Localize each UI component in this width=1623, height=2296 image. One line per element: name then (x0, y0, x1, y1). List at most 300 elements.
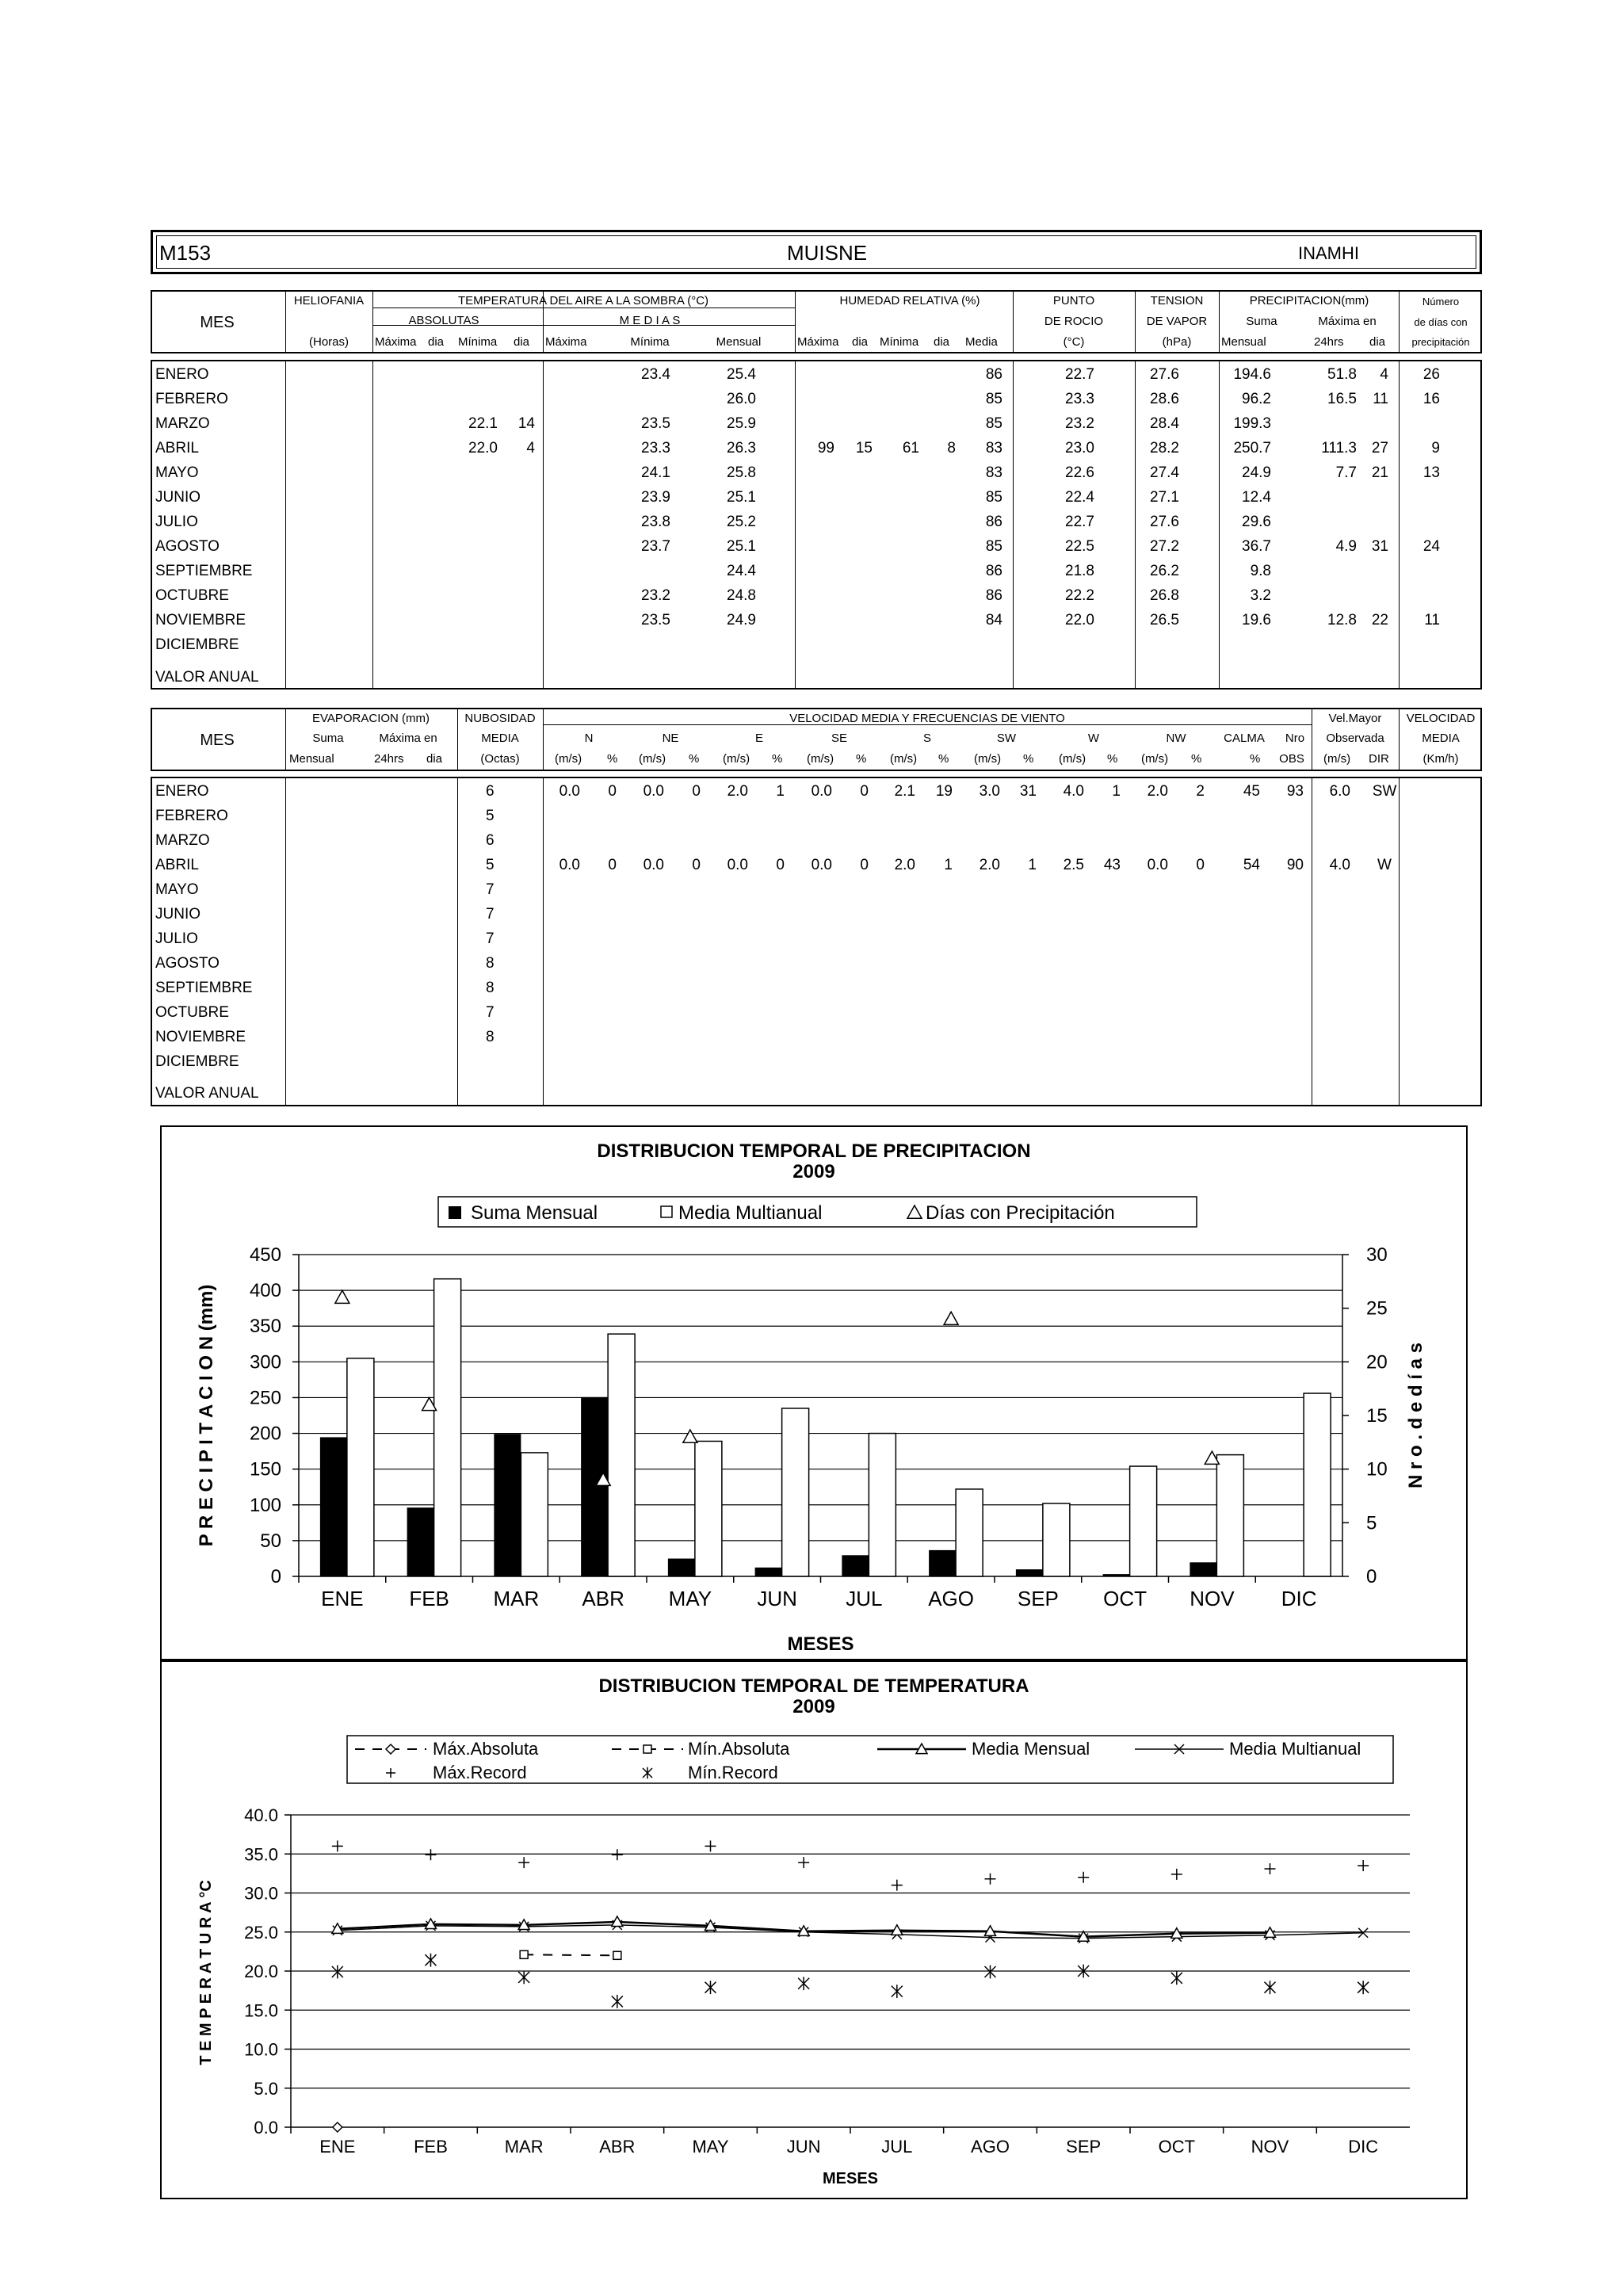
dir-header: E (754, 732, 764, 745)
x-axis-label: MESES (822, 2170, 879, 2187)
x-tick-label: ABR (599, 2137, 636, 2157)
heliofania-unit: (Horas) (308, 335, 349, 349)
month-label: NOVIEMBRE (155, 1029, 246, 1045)
bar-media-multianual (347, 1358, 374, 1576)
evap-dia-header: dia (426, 752, 443, 766)
media-min-cell: 23.7 (641, 538, 670, 555)
marker-min-record (612, 1995, 623, 2008)
wind-cell: 0.0 (643, 857, 664, 873)
y-tick-label: 5.0 (254, 2078, 278, 2099)
x-tick-label: ENE (321, 1587, 364, 1610)
marker-min-record (1358, 1981, 1369, 1994)
min-abs-header: Mínima (458, 335, 498, 349)
chart-title: DISTRIBUCION TEMPORAL DE TEMPERATURA (598, 1675, 1029, 1697)
column-divider (1135, 290, 1136, 353)
hmedia-header: Media (965, 335, 998, 349)
x-tick-label: MAY (692, 2137, 729, 2157)
medias-header: M E D I A S (619, 314, 681, 327)
wind-cell: 1 (776, 783, 785, 800)
x-tick-label: FEB (409, 1587, 449, 1610)
ndias-cell: 13 (1423, 464, 1440, 481)
ms-header: (m/s) (974, 752, 1002, 766)
legend-label-minabs: Mín.Absoluta (688, 1739, 790, 1759)
marker-max-record (1358, 1860, 1369, 1871)
wind-cell: 0.0 (559, 783, 580, 800)
hdmin-cell: 8 (947, 440, 956, 457)
heliofania-header: HELIOFANIA (293, 294, 365, 308)
marker-max-record (518, 1857, 529, 1868)
y-tick-label: 200 (249, 1423, 281, 1445)
x-tick-label: NOV (1251, 2137, 1289, 2157)
wind-cell: 0 (860, 783, 869, 800)
bar-media-multianual (1216, 1455, 1243, 1576)
wind-table-body (151, 777, 1482, 1106)
dir-header: SW (996, 732, 1017, 745)
tension-vapor-cell: 28.6 (1150, 391, 1179, 407)
column-divider (1399, 708, 1400, 771)
wind-cell: 0.0 (727, 857, 748, 873)
media-min-cell: 23.5 (641, 415, 670, 432)
min-media-header: Mínima (630, 335, 670, 349)
velmayor-cell: 6.0 (1329, 783, 1350, 800)
bar-media-multianual (956, 1489, 983, 1576)
wind-cell: 2.5 (1063, 857, 1084, 873)
x-tick-label: JUL (881, 2137, 913, 2157)
x-tick-label: NOV (1190, 1587, 1235, 1610)
valor-anual-label: VALOR ANUAL (155, 1085, 259, 1102)
month-label: FEBRERO (155, 391, 228, 407)
ndias-cell: 11 (1424, 612, 1440, 628)
suma-mensual-cell: 19.6 (1242, 612, 1271, 628)
ms-header: (m/s) (723, 752, 750, 766)
month-label: JULIO (155, 514, 198, 530)
marker-dias-precipitacion (683, 1430, 697, 1442)
dmin-cell: 14 (517, 415, 535, 432)
month-label: JULIO (155, 930, 198, 947)
dir-header: NE (662, 732, 679, 745)
media-mensual-cell: 25.9 (727, 415, 756, 432)
media-mensual-cell: 25.8 (727, 464, 756, 481)
velocidad-media-header: MEDIA (1422, 732, 1460, 745)
wind-cell: 2.1 (894, 783, 915, 800)
marker-max-record (798, 1857, 809, 1868)
pdia-cell: 11 (1373, 391, 1388, 407)
nubosidad-cell: 6 (486, 783, 495, 800)
wind-cell: 19 (935, 783, 953, 800)
tension-vapor-cell: 27.1 (1150, 489, 1179, 506)
max-media-header: Máxima (545, 335, 587, 349)
column-divider (1135, 360, 1136, 690)
column-divider (457, 777, 458, 1106)
ndias-cell: 24 (1423, 538, 1440, 555)
ms-header: (m/s) (555, 752, 582, 766)
column-divider (1219, 290, 1220, 353)
column-divider (1219, 360, 1220, 690)
evap-mensual-header: Mensual (289, 752, 334, 766)
wind-cell: 43 (1103, 857, 1121, 873)
wind-cell: 0.0 (811, 783, 832, 800)
y2-axis-label: N r o . d e d í a s (1405, 1342, 1426, 1489)
media-mensual-cell: 25.1 (727, 538, 756, 555)
month-label: OCTUBRE (155, 587, 229, 604)
x-tick-label: MAR (493, 1587, 540, 1610)
nubosidad-cell: 8 (486, 955, 495, 972)
mensual-header: Mensual (716, 335, 762, 349)
marker-min-record (518, 1970, 529, 1984)
chart-legend (347, 1736, 1393, 1783)
bar-suma-mensual (1016, 1569, 1043, 1576)
legend-swatch-media (661, 1206, 672, 1217)
humedad-media-cell: 85 (985, 489, 1002, 506)
bar-media-multianual (782, 1408, 809, 1576)
ms-header: (m/s) (1059, 752, 1086, 766)
month-label: ABRIL (155, 440, 199, 457)
temperature-chart (162, 1662, 1465, 2197)
marker-min-absoluta (613, 1951, 621, 1959)
x-tick-label: AGO (971, 2137, 1010, 2157)
wind-cell: 4.0 (1063, 783, 1084, 800)
marker-min-record (426, 1954, 437, 1967)
hmin-cell: 61 (902, 440, 919, 457)
marker-min-record (332, 1966, 343, 1979)
tension-vapor-cell: 28.4 (1150, 415, 1179, 432)
station-name: MUISNE (787, 241, 868, 265)
nubosidad-cell: 7 (486, 906, 495, 923)
nub-media-header: MEDIA (481, 732, 519, 745)
humedad-media-cell: 86 (985, 563, 1002, 579)
pct-header: % (689, 752, 700, 766)
punto-rocio-cell: 21.8 (1065, 563, 1094, 579)
nubosidad-cell: 7 (486, 930, 495, 947)
month-label: ABRIL (155, 857, 199, 873)
x-tick-label: OCT (1103, 1587, 1148, 1610)
x-tick-label: JUN (757, 1587, 797, 1610)
wind-cell: 0.0 (559, 857, 580, 873)
x-tick-label: FEB (414, 2137, 448, 2157)
legend-label-media: Media Mensual (972, 1739, 1090, 1759)
month-label: MARZO (155, 415, 210, 432)
chart-subtitle: 2009 (792, 1161, 835, 1182)
media-mensual-cell: 26.0 (727, 391, 756, 407)
x-tick-label: JUN (786, 2137, 821, 2157)
wind-cell: 0.0 (1147, 857, 1168, 873)
media-mensual-cell: 25.1 (727, 489, 756, 506)
bar-media-multianual (1043, 1503, 1070, 1576)
y2-tick-label: 30 (1366, 1244, 1388, 1266)
wind-cell: 0 (692, 857, 701, 873)
chart-subtitle: 2009 (792, 1696, 835, 1717)
y-tick-label: 35.0 (244, 1844, 278, 1865)
humedad-media-cell: 83 (985, 440, 1002, 457)
chart-title: DISTRIBUCION TEMPORAL DE PRECIPITACION (597, 1140, 1031, 1162)
obs-header: OBS (1279, 752, 1304, 766)
marker-dias-precipitacion (944, 1312, 958, 1324)
tmin-abs-cell: 22.0 (468, 440, 498, 457)
marker-max-record (892, 1880, 903, 1891)
y-axis-label: T E M P E R A T U R A °C (197, 1880, 215, 2065)
marker-max-record (705, 1840, 716, 1851)
institution-name: INAMHI (1298, 243, 1359, 263)
suma-mensual-cell: 29.6 (1242, 514, 1271, 530)
y-tick-label: 150 (249, 1458, 281, 1480)
bar-media-multianual (695, 1441, 722, 1576)
humedad-media-cell: 86 (985, 587, 1002, 604)
wind-cell: 2.0 (727, 783, 748, 800)
y-tick-label: 10.0 (244, 2039, 278, 2060)
observada-header: Observada (1326, 732, 1384, 745)
suma-mensual-cell: 24.9 (1242, 464, 1271, 481)
legend-swatch-suma (449, 1206, 461, 1219)
punto-rocio-cell: 22.2 (1065, 587, 1094, 604)
column-divider (543, 360, 544, 690)
nubosidad-cell: 7 (486, 1004, 495, 1021)
month-label: AGOSTO (155, 955, 220, 972)
humedad-media-cell: 86 (985, 514, 1002, 530)
media-mensual-cell: 25.4 (727, 366, 756, 383)
month-label: MAYO (155, 464, 199, 481)
marker-max-record (1078, 1872, 1089, 1883)
mes-header: MES (200, 314, 235, 331)
wind-cell: 2.0 (979, 857, 1000, 873)
numero-header: Número (1422, 296, 1460, 308)
suma-mensual-cell: 9.8 (1250, 563, 1271, 579)
bar-media-multianual (1304, 1393, 1331, 1576)
media-mensual-cell: 26.3 (727, 440, 756, 457)
maxen-header: Máxima en (1318, 315, 1377, 328)
marker-min-absoluta (520, 1950, 528, 1958)
media-min-cell: 23.3 (641, 440, 670, 457)
evap-header: EVAPORACION (mm) (311, 712, 430, 725)
tension-vapor-cell: 27.4 (1150, 464, 1179, 481)
precip-header: PRECIPITACION(mm) (1249, 294, 1369, 308)
bar-media-multianual (1130, 1466, 1157, 1576)
hdia-header: dia (852, 335, 869, 349)
month-label: AGOSTO (155, 538, 220, 555)
y-tick-label: 300 (249, 1351, 281, 1373)
hmin-header: Mínima (880, 335, 919, 349)
evap-24-header: 24hrs (374, 752, 404, 766)
suma-mensual-cell: 199.3 (1233, 415, 1271, 432)
humedad-media-cell: 85 (985, 538, 1002, 555)
wind-header: VELOCIDAD MEDIA Y FRECUENCIAS DE VIENTO (789, 712, 1065, 725)
bar-suma-mensual (320, 1437, 347, 1576)
velocidad-header: VELOCIDAD (1406, 712, 1476, 725)
y-tick-label: 350 (249, 1316, 281, 1338)
max24-cell: 7.7 (1335, 464, 1357, 481)
legend-label-dias: Días con Precipitación (926, 1202, 1115, 1224)
column-divider (285, 708, 286, 771)
nubosidad-cell: 6 (486, 832, 495, 849)
y-tick-label: 250 (249, 1387, 281, 1409)
y-tick-label: 0.0 (254, 2118, 278, 2137)
y2-tick-label: 15 (1366, 1405, 1388, 1427)
punto-rocio-cell: 23.0 (1065, 440, 1094, 457)
column-divider (1399, 360, 1400, 690)
bar-suma-mensual (1103, 1574, 1130, 1576)
ms-header: (m/s) (1141, 752, 1169, 766)
nub-octas-header: (Octas) (480, 752, 520, 766)
y-tick-label: 450 (249, 1244, 281, 1266)
x-tick-label: SEP (1066, 2137, 1102, 2157)
dir-header: W (1087, 732, 1100, 745)
wind-cell: 2.0 (894, 857, 915, 873)
y-tick-label: 50 (260, 1530, 281, 1552)
pdia-cell: 27 (1371, 440, 1388, 457)
wind-cell: 1 (944, 857, 953, 873)
x-tick-label: OCT (1158, 2137, 1196, 2157)
x-tick-label: MAR (504, 2137, 544, 2157)
column-divider (1399, 777, 1400, 1106)
tension-vapor-cell: 26.2 (1150, 563, 1179, 579)
column-divider (285, 290, 286, 353)
wind-cell: 0 (860, 857, 869, 873)
legend-label-maxabs: Máx.Absoluta (433, 1739, 539, 1759)
temperature-chart-frame (160, 1660, 1468, 2199)
bar-suma-mensual (842, 1555, 869, 1576)
kmh-header: (Km/h) (1423, 752, 1459, 766)
wind-cell: 2.0 (1147, 783, 1168, 800)
dir-header: N (584, 732, 594, 745)
marker-max-record (985, 1874, 996, 1885)
bar-media-multianual (608, 1334, 635, 1576)
max24-cell: 51.8 (1327, 366, 1357, 383)
wind-cell: 0 (608, 783, 617, 800)
marker-max-absoluta (333, 2122, 342, 2132)
nro-header: Nro (1285, 732, 1305, 745)
dir-header: S (922, 732, 932, 745)
column-divider (285, 777, 286, 1106)
media-min-cell: 23.9 (641, 489, 670, 506)
hdia2-header: dia (934, 335, 950, 349)
media-min-cell: 23.2 (641, 587, 670, 604)
x-tick-label: ABR (582, 1587, 624, 1610)
y-tick-label: 25.0 (244, 1922, 278, 1943)
column-divider (1013, 290, 1014, 353)
marker-min-record (985, 1966, 996, 1979)
max-abs-header: Máxima (375, 335, 417, 349)
month-label: MAYO (155, 881, 199, 898)
nubosidad-cell: 5 (486, 808, 495, 824)
nub-header: NUBOSIDAD (464, 712, 536, 725)
month-label: SEPTIEMBRE (155, 980, 253, 996)
legend-label-minrecord: Mín.Record (688, 1763, 778, 1782)
marker-min-record (892, 1985, 903, 1998)
tension-vapor-cell: 26.5 (1150, 612, 1179, 628)
dia2-header: dia (514, 335, 530, 349)
tension-header: TENSION (1150, 294, 1204, 308)
marker-min-record (798, 1977, 809, 1990)
punto-rocio-cell: 22.7 (1065, 514, 1094, 530)
nubosidad-cell: 5 (486, 857, 495, 873)
bar-suma-mensual (407, 1507, 434, 1576)
station-header (151, 230, 1482, 274)
ms-header: (m/s) (890, 752, 918, 766)
wind-cell: 0 (608, 857, 617, 873)
line-min-absoluta (524, 1954, 617, 1955)
dir-header: NW (1166, 732, 1186, 745)
pct-header: % (772, 752, 783, 766)
y2-tick-label: 10 (1366, 1458, 1388, 1480)
punto-rocio-cell: 22.5 (1065, 538, 1094, 555)
column-divider (1013, 360, 1014, 690)
calma-cell: 45 (1243, 783, 1260, 800)
velmayor-ms-header: (m/s) (1323, 752, 1351, 766)
dmin-cell: 4 (526, 440, 535, 457)
month-label: SEPTIEMBRE (155, 563, 253, 579)
column-divider (285, 360, 286, 690)
month-label: DICIEMBRE (155, 636, 239, 653)
nro-obs-cell: 90 (1286, 857, 1304, 873)
station-code: M153 (159, 241, 212, 265)
ndias-cell: 26 (1423, 366, 1440, 383)
pct-header: % (1107, 752, 1118, 766)
hdmax-cell: 15 (855, 440, 873, 457)
evap-maxen-header: Máxima en (379, 732, 437, 745)
ndias-cell: 9 (1431, 440, 1440, 457)
column-divider (1399, 290, 1400, 353)
marker-max-record (612, 1849, 623, 1860)
wind-cell: 31 (1019, 783, 1037, 800)
absolutas-header: ABSOLUTAS (408, 314, 479, 327)
x-tick-label: ENE (319, 2137, 356, 2157)
pdia-cell: 22 (1371, 612, 1388, 628)
24hrs-header: 24hrs (1314, 335, 1344, 349)
humedad-media-cell: 85 (985, 415, 1002, 432)
suma-mensual-cell: 250.7 (1233, 440, 1271, 457)
media-min-cell: 23.8 (641, 514, 670, 530)
dir-header: SE (831, 732, 848, 745)
punto-header: PUNTO (1052, 294, 1095, 308)
wind-cell: 1 (1028, 857, 1037, 873)
punto-rocio-cell: 22.4 (1065, 489, 1094, 506)
media-min-cell: 23.4 (641, 366, 670, 383)
bar-suma-mensual (581, 1397, 608, 1576)
tmin-abs-cell: 22.1 (468, 415, 498, 432)
pct-header: % (1191, 752, 1202, 766)
media-mensual-cell: 24.9 (727, 612, 756, 628)
marker-min-record (705, 1981, 716, 1994)
wind-cell: 2 (1196, 783, 1205, 800)
wind-cell: 1 (1112, 783, 1121, 800)
month-label: FEBRERO (155, 808, 228, 824)
marker-max-record (426, 1849, 437, 1860)
mensual-p-header: Mensual (1221, 335, 1266, 349)
month-label: DICIEMBRE (155, 1053, 239, 1070)
suma-header: Suma (1246, 315, 1277, 328)
climate-table-body (151, 360, 1482, 690)
wind-cell: 0 (776, 857, 785, 873)
column-divider (372, 360, 373, 690)
y2-tick-label: 0 (1366, 1566, 1377, 1587)
evap-suma-header: Suma (312, 732, 344, 745)
humedad-media-cell: 85 (985, 391, 1002, 407)
precipitation-chart (162, 1127, 1465, 1658)
mes-header: MES (200, 732, 235, 749)
bar-media-multianual (869, 1434, 896, 1576)
calma-header: CALMA (1224, 732, 1265, 745)
marker-min-record (1171, 1971, 1182, 1985)
pdia-cell: 4 (1380, 366, 1388, 383)
media-mensual-cell: 24.4 (727, 563, 756, 579)
max24-cell: 12.8 (1327, 612, 1357, 628)
temperature-header: TEMPERATURA DEL AIRE A LA SOMBRA (°C) (457, 294, 709, 308)
punto-rocio-cell: 23.2 (1065, 415, 1094, 432)
suma-mensual-cell: 36.7 (1242, 538, 1271, 555)
y2-tick-label: 20 (1366, 1351, 1388, 1373)
suma-mensual-cell: 96.2 (1242, 391, 1271, 407)
pdia-cell: 21 (1371, 464, 1388, 481)
x-tick-label: JUL (846, 1587, 883, 1610)
